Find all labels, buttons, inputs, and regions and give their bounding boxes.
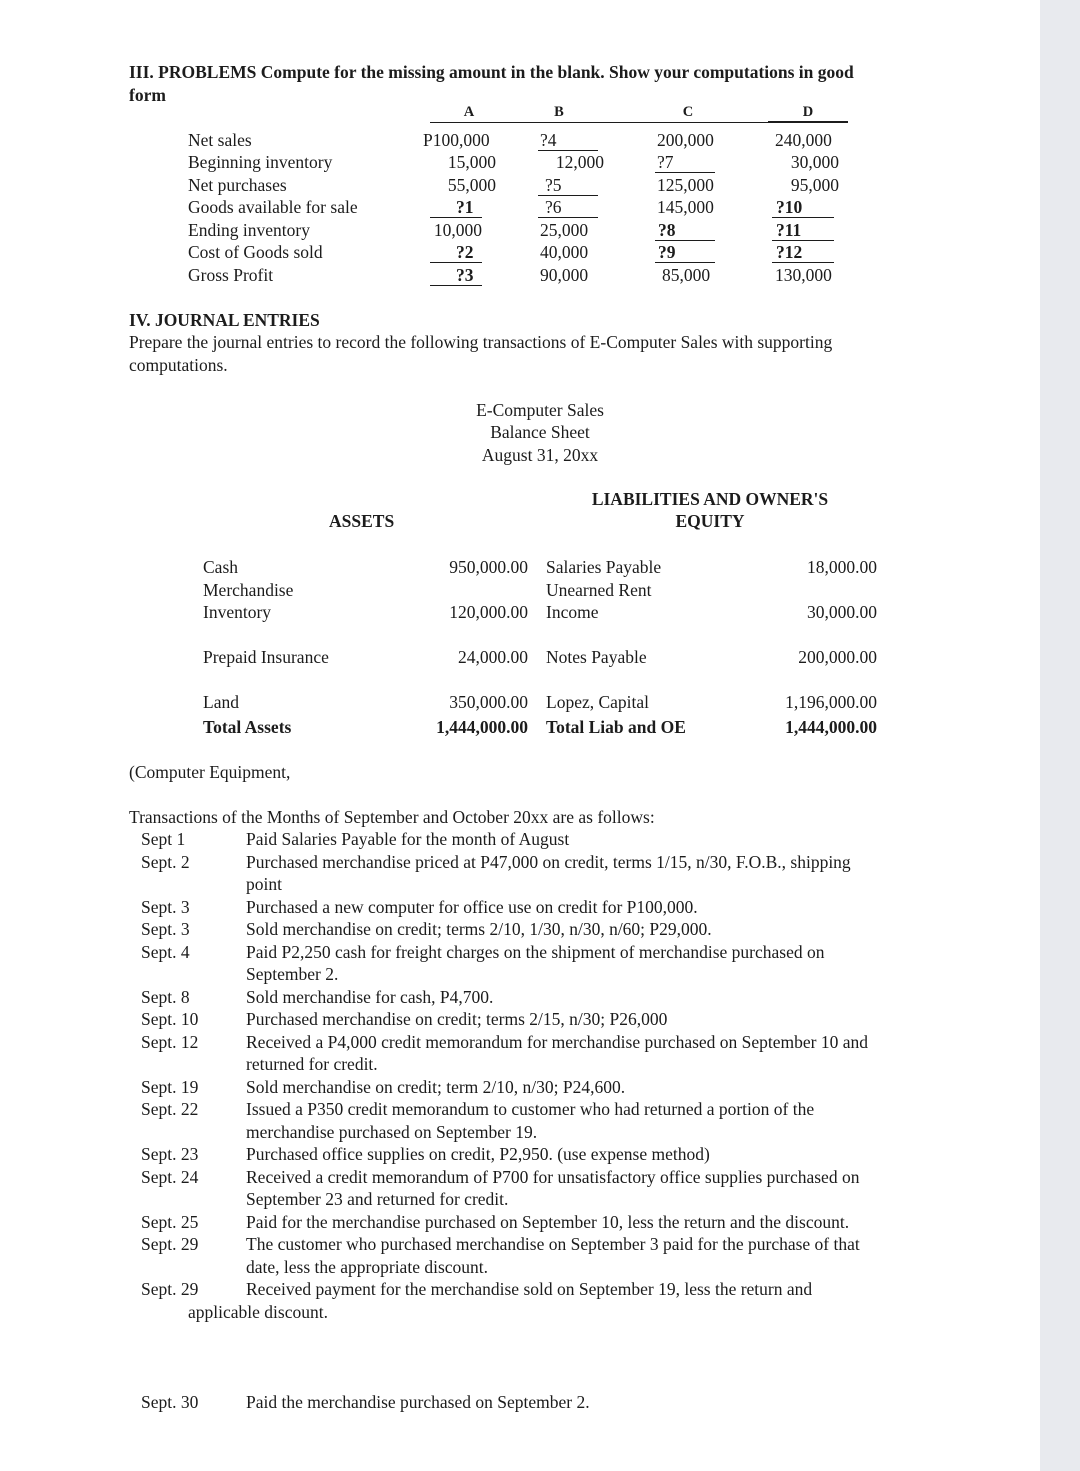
cell-a: 55,000 — [447, 175, 496, 195]
total-liab-value: 1,444,000.00 — [785, 717, 877, 737]
transaction-text: The customer who purchased merchandise on September 3 paid for the purchase of that — [246, 1234, 860, 1254]
transaction-date: Sept 1 — [141, 829, 186, 849]
transaction-text-cont: September 2. — [246, 964, 339, 984]
cell-b: 40,000 — [540, 242, 589, 262]
cell-b: ?4 — [540, 130, 557, 150]
liability-label: Income — [546, 602, 599, 622]
asset-label: Land — [203, 692, 239, 712]
transaction-date: Sept. 29 — [141, 1234, 199, 1254]
transaction-date: Sept. 25 — [141, 1212, 199, 1232]
blank-line — [772, 262, 834, 263]
col-header-a: A — [463, 104, 475, 120]
liability-value: 18,000.00 — [807, 557, 877, 577]
cell-d: ?11 — [776, 220, 802, 240]
cell-c: ?8 — [658, 220, 676, 240]
liabilities-header: LIABILITIES AND OWNER'S — [591, 489, 829, 509]
col-header-b: B — [554, 104, 564, 120]
blank-line — [538, 217, 598, 218]
transaction-date: Sept. 22 — [141, 1099, 199, 1119]
transaction-date: Sept. 3 — [141, 897, 190, 917]
transaction-text: Paid Salaries Payable for the month of August — [246, 829, 570, 849]
asset-value: 120,000.00 — [449, 602, 528, 622]
blank-line — [430, 262, 482, 263]
transaction-text-cont: date, less the appropriate discount. — [246, 1257, 489, 1277]
col-header-d: D — [768, 103, 848, 122]
cell-c: 145,000 — [657, 197, 714, 217]
blank-line — [655, 172, 715, 173]
transaction-date: Sept. 4 — [141, 942, 190, 962]
cell-b: 25,000 — [540, 220, 589, 240]
liability-label: Notes Payable — [546, 647, 647, 667]
blank-line — [430, 285, 482, 286]
liability-label: Salaries Payable — [546, 557, 662, 577]
row-label: Net sales — [188, 130, 252, 150]
transaction-text-cont: returned for credit. — [246, 1054, 378, 1074]
asset-value: 350,000.00 — [449, 692, 528, 712]
cell-d: ?12 — [776, 242, 803, 262]
cell-a: P100,000 — [423, 130, 490, 150]
journal-heading: IV. JOURNAL ENTRIES — [129, 310, 320, 330]
transaction-text-cont: point — [246, 874, 282, 894]
blank-line — [772, 217, 834, 218]
cell-d: 95,000 — [790, 175, 839, 195]
cell-a: ?3 — [456, 265, 474, 285]
transaction-text: Sold merchandise on credit; terms 2/10, 1/30, n/30, n/60; P29,000. — [246, 919, 712, 939]
cell-b: ?5 — [545, 175, 562, 195]
transaction-date: Sept. 2 — [141, 852, 190, 872]
cell-d: ?10 — [776, 197, 803, 217]
transaction-date: Sept. 24 — [141, 1167, 199, 1187]
asset-label: Inventory — [203, 602, 272, 622]
transaction-text-cont: September 23 and returned for credit. — [246, 1189, 509, 1209]
row-label: Beginning inventory — [188, 152, 333, 172]
transaction-text: Purchased a new computer for office use on credit for P100,000. — [246, 897, 698, 917]
row-label: Goods available for sale — [188, 197, 358, 217]
transaction-date: Sept. 10 — [141, 1009, 199, 1029]
row-label: Cost of Goods sold — [188, 242, 323, 262]
transactions-intro: Transactions of the Months of September and October 20xx are as follows: — [129, 807, 655, 827]
cell-d: 30,000 — [790, 152, 839, 172]
equipment-note: (Computer Equipment, — [129, 762, 291, 782]
transaction-text: Paid for the merchandise purchased on September 10, less the return and the discount. — [246, 1212, 850, 1232]
transaction-text: Purchased merchandise priced at P47,000 on credit, terms 1/15, n/30, F.O.B., shipping — [246, 852, 851, 872]
asset-label: Prepaid Insurance — [203, 647, 329, 667]
transaction-date: Sept. 23 — [141, 1144, 199, 1164]
cell-a: 15,000 — [447, 152, 496, 172]
cell-b: 12,000 — [555, 152, 604, 172]
transaction-text-cont: merchandise purchased on September 19. — [246, 1122, 538, 1142]
cell-b: ?6 — [545, 197, 562, 217]
liability-label: Lopez, Capital — [546, 692, 650, 712]
row-label: Ending inventory — [188, 220, 310, 240]
col-header-c: C — [682, 104, 694, 120]
transaction-text: Received a P4,000 credit memorandum for merchandise purchased on September 10 and — [246, 1032, 869, 1052]
transaction-date: Sept. 8 — [141, 987, 190, 1007]
cell-b: 90,000 — [540, 265, 589, 285]
cell-d: 240,000 — [775, 130, 832, 150]
transaction-date: Sept. 19 — [141, 1077, 199, 1097]
company-name: E-Computer Sales — [476, 400, 604, 420]
asset-value: 950,000.00 — [449, 557, 528, 577]
transaction-date: Sept. 29 — [141, 1279, 199, 1299]
asset-value: 24,000.00 — [458, 647, 528, 667]
blank-line — [655, 262, 715, 263]
transaction-text: Purchased merchandise on credit; terms 2/15, n/30; P26,000 — [246, 1009, 668, 1029]
transaction-text: Paid P2,250 cash for freight charges on the shipment of merchandise purchased on — [246, 942, 825, 962]
transaction-date: Sept. 12 — [141, 1032, 199, 1052]
assets-header: ASSETS — [329, 511, 395, 531]
cell-c: 125,000 — [657, 175, 714, 195]
total-liab-label: Total Liab and OE — [546, 717, 686, 737]
blank-line — [430, 217, 482, 218]
cell-a: 10,000 — [433, 220, 482, 240]
cell-a: ?2 — [456, 242, 474, 262]
cell-a: ?1 — [456, 197, 474, 217]
transaction-text: Received payment for the merchandise sold on September 19, less the return and — [246, 1279, 813, 1299]
journal-instruction: Prepare the journal entries to record the following transactions of E-Computer Sales with supporting — [129, 332, 833, 352]
row-label: Net purchases — [188, 175, 287, 195]
liability-value: 1,196,000.00 — [785, 692, 877, 712]
cell-c: 85,000 — [662, 265, 711, 285]
transaction-text: Sold merchandise for cash, P4,700. — [246, 987, 494, 1007]
problems-heading: III. PROBLEMS Compute for the missing amount in the blank. Show your computations in good — [129, 62, 854, 82]
header-rule — [430, 122, 848, 123]
transaction-text: Paid the merchandise purchased on September 2. — [246, 1392, 590, 1412]
liabilities-header-cont: EQUITY — [675, 511, 745, 531]
total-assets-value: 1,444,000.00 — [436, 717, 528, 737]
asset-label: Cash — [203, 557, 238, 577]
right-gutter — [1040, 0, 1080, 1471]
row-label: Gross Profit — [188, 265, 274, 285]
cell-c: 200,000 — [657, 130, 714, 150]
transaction-text: Sold merchandise on credit; term 2/10, n/30; P24,600. — [246, 1077, 626, 1097]
liability-value: 200,000.00 — [798, 647, 877, 667]
transaction-date: Sept. 30 — [141, 1392, 199, 1412]
cell-c: ?7 — [657, 152, 674, 172]
journal-instruction-cont: computations. — [129, 355, 228, 375]
transaction-text: Received a credit memorandum of P700 for unsatisfactory office supplies purchased on — [246, 1167, 860, 1187]
problems-heading-cont: form — [129, 85, 166, 105]
total-assets-label: Total Assets — [203, 717, 292, 737]
liability-label: Unearned Rent — [546, 580, 652, 600]
statement-title: Balance Sheet — [490, 422, 590, 442]
cell-c: ?9 — [658, 242, 676, 262]
asset-label: Merchandise — [203, 580, 294, 600]
cell-d: 130,000 — [775, 265, 832, 285]
transaction-date: Sept. 3 — [141, 919, 190, 939]
liability-value: 30,000.00 — [807, 602, 877, 622]
statement-date: August 31, 20xx — [481, 445, 599, 465]
transaction-text: Issued a P350 credit memorandum to customer who had returned a portion of the — [246, 1099, 815, 1119]
transaction-text-cont: applicable discount. — [188, 1302, 328, 1322]
transaction-text: Purchased office supplies on credit, P2,950. (use expense method) — [246, 1144, 710, 1164]
